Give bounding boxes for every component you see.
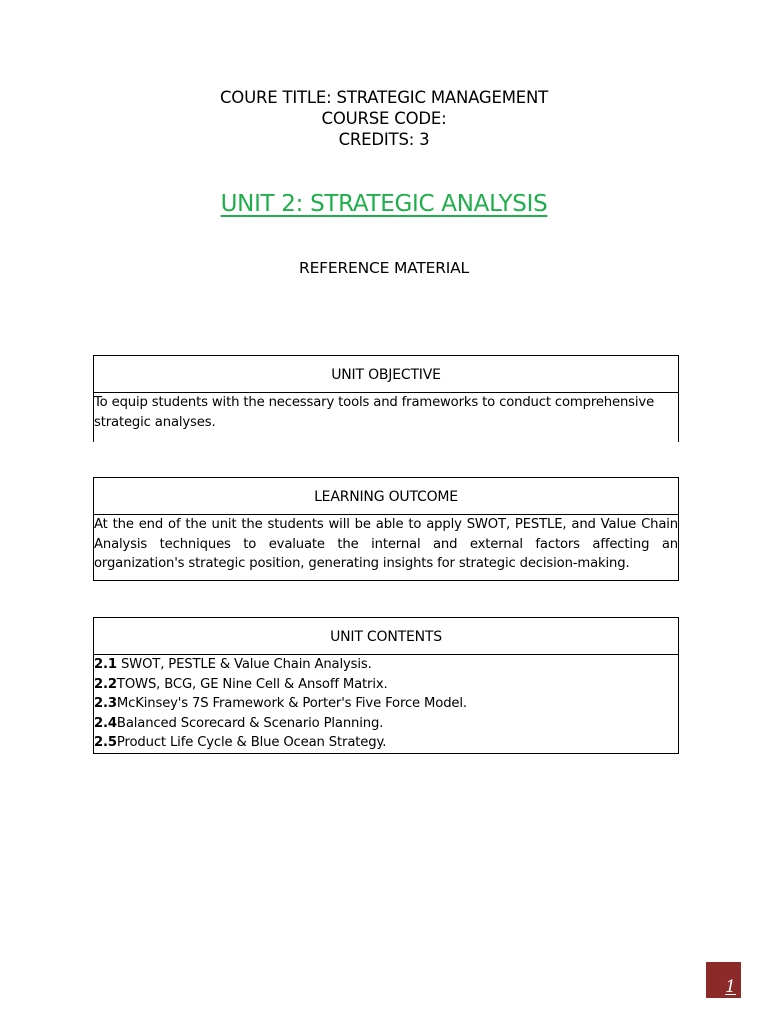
content-number: 2.1 xyxy=(94,657,117,672)
content-text: SWOT, PESTLE & Value Chain Analysis. xyxy=(116,657,372,672)
content-text: McKinsey's 7S Framework & Porter's Five Force Model. xyxy=(116,696,467,711)
unit-title: UNIT 2: STRATEGIC ANALYSIS xyxy=(220,191,548,217)
course-code: COURSE CODE: xyxy=(321,109,447,128)
content-number: 2.4 xyxy=(94,715,117,731)
content-text: TOWS, BCG, GE Nine Cell & Ansoff Matrix. xyxy=(116,676,388,692)
unit-contents-heading: UNIT CONTENTS xyxy=(94,618,678,655)
unit-objective-heading: UNIT OBJECTIVE xyxy=(94,356,678,393)
unit-objective-text: To equip students with the necessary tools and frameworks to conduct comprehensive strategic analyses. xyxy=(94,395,655,430)
list-item xyxy=(94,733,678,753)
content-number: 2.5 xyxy=(94,735,117,750)
learning-outcome-box xyxy=(93,477,679,581)
content-text: Balanced Scorecard & Scenario Planning. xyxy=(116,715,384,731)
course-title: COURE TITLE: STRATEGIC MANAGEMENT xyxy=(219,88,548,107)
content-number: 2.3 xyxy=(94,696,117,711)
content-text: Product Life Cycle & Blue Ocean Strategy. xyxy=(116,735,387,750)
list-item xyxy=(94,714,678,734)
course-credits: CREDITS: 3 xyxy=(338,130,430,149)
list-item xyxy=(94,655,678,675)
list-item xyxy=(94,675,678,695)
unit-objective-box xyxy=(93,355,679,442)
reference-material-title: REFERENCE MATERIAL xyxy=(299,259,469,277)
course-header xyxy=(0,87,768,150)
unit-contents-box xyxy=(93,617,679,754)
content-number: 2.2 xyxy=(94,676,117,692)
page-number-badge xyxy=(706,962,741,998)
page-number: 1 xyxy=(725,977,736,997)
unit-contents-list xyxy=(94,655,678,753)
learning-outcome-text: At the end of the unit the students will be able to apply SWOT, PESTLE, and Value Chain Analysis techniques to evaluate the internal and external factors affecting an organization's strategic position, generating insights for strategic decision-making. xyxy=(94,517,678,571)
list-item xyxy=(94,694,678,714)
learning-outcome-heading: LEARNING OUTCOME xyxy=(94,478,678,515)
